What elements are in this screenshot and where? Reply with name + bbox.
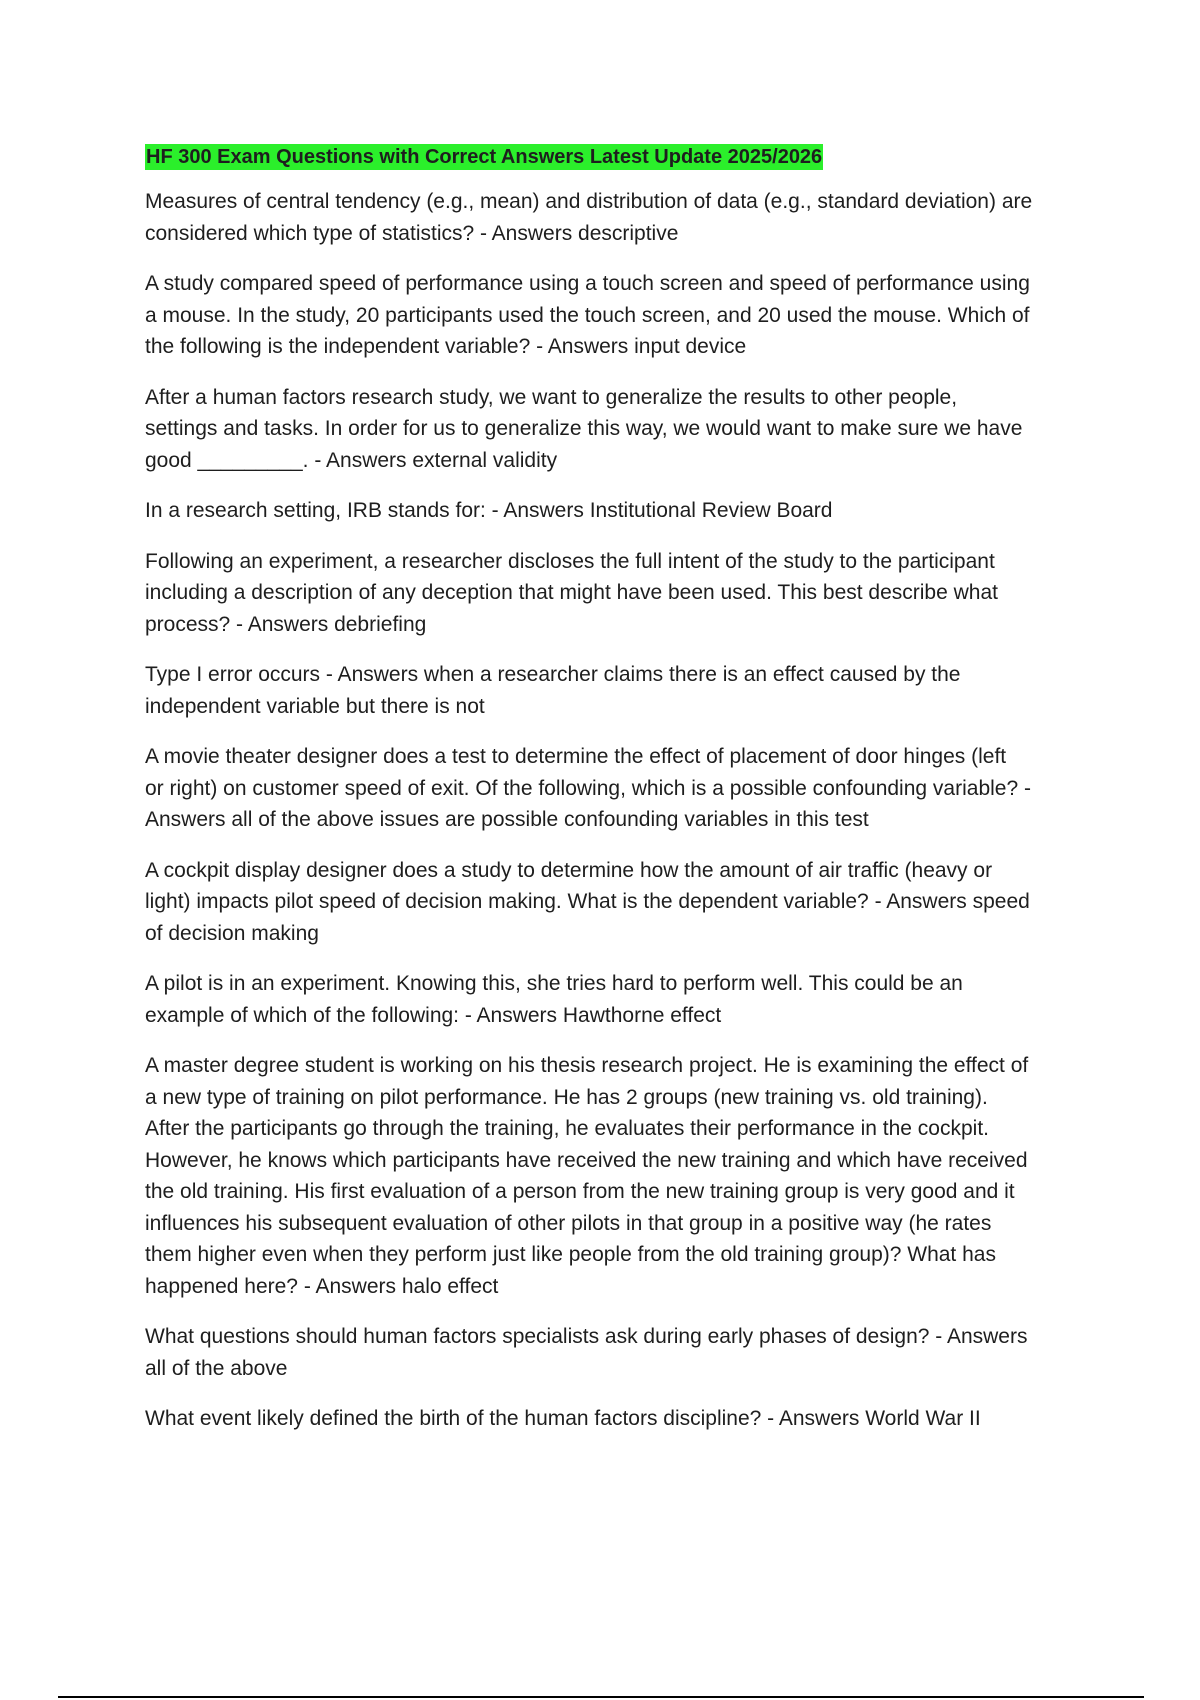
qa-item-9: A pilot is in an experiment. Knowing this, she tries hard to perform well. This could be an example of which of the following: - Answers Hawthorne effect: [145, 972, 963, 1027]
qa-item-11: What questions should human factors specialists ask during early phases of design? - Answers all of the above: [145, 1325, 1028, 1380]
qa-item-1: Measures of central tendency (e.g., mean) and distribution of data (e.g., standard deviation) are considered which type of statistics? - Answers descriptive: [145, 190, 1033, 245]
qa-item-6: Type I error occurs - Answers when a researcher claims there is an effect caused by the independent variable but there is not: [145, 663, 961, 718]
qa-item-3: After a human factors research study, we want to generalize the results to other people, settings and tasks. In order for us to generalize this way, we would want to make sure we have good _________. - Answers external validity: [145, 385, 1023, 472]
qa-item-4: In a research setting, IRB stands for: - Answers Institutional Review Board: [145, 499, 833, 522]
document-title: HF 300 Exam Questions with Correct Answers Latest Update 2025/2026: [146, 146, 823, 168]
document-body: [145, 144, 1090, 1454]
qa-item-12: What event likely defined the birth of the human factors discipline? - Answers World War II: [145, 1407, 981, 1430]
qa-item-5: Following an experiment, a researcher discloses the full intent of the study to the participant including a description of any deception that might have been used. This best describe what process? - Answers debriefing: [145, 549, 998, 636]
qa-item-8: A cockpit display designer does a study to determine how the amount of air traffic (heavy or light) impacts pilot speed of decision making. What is the dependent variable? - Answers speed of decision making: [145, 858, 1030, 945]
qa-item-7: A movie theater designer does a test to determine the effect of placement of door hinges (left or right) on customer speed of exit. Of the following, which is a possible confounding variable? - Answers all of the above issues are possible confounding variables in this test: [145, 745, 1031, 831]
qa-item-10: A master degree student is working on his thesis research project. He is examining the effect of a new type of training on pilot performance. He has 2 groups (new training vs. old training). After the participants go through the training, he evaluates their performance in the cockpit. However, he knows which participants have received the new training and which have received the old training. His first evaluation of a person from the new training group is very good and it influences his subsequent evaluation of other pilots in that group in a positive way (he rates them higher even when they perform just like people from the old training group)? What has happened here? - Answers halo effect: [145, 1054, 1029, 1298]
qa-item-2: A study compared speed of performance using a touch screen and speed of performance using a mouse. In the study, 20 participants used the touch screen, and 20 used the mouse. Which of the following is the independent variable? - Answers input device: [145, 272, 1030, 358]
page-bottom-rule: [58, 1696, 1144, 1698]
